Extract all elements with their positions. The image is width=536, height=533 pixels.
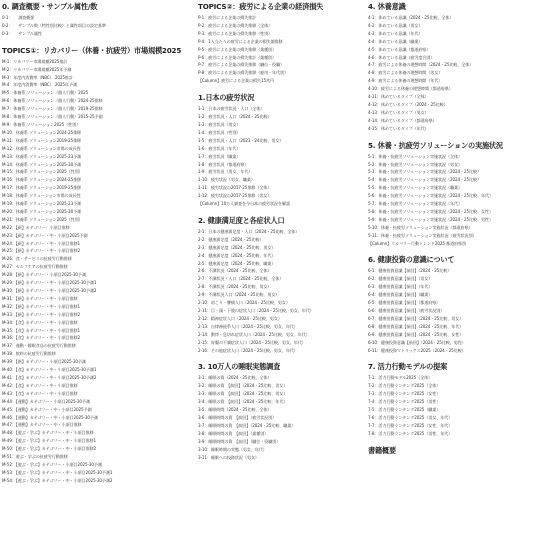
toc-item: 5-5：休養・抗疲労ソリューション実施状況（職業） [368, 185, 462, 191]
toc-item: M-50：【遊ぶ・学ぶ】カテゴリー・中・小項目推移2 [2, 446, 96, 452]
toc-item: 0-2： サンプル数（特性別比較）と属性項目の設定基準 [2, 22, 106, 28]
toc-item: 4-1：休めている意識（2024・25比較、全体） [368, 15, 454, 20]
toc-item: 7-3：活力行動ランキング2025（女性） [368, 391, 441, 397]
toc-item: P-7：疲労による企業の損失推移（職位・役職） [198, 62, 285, 68]
section-title: TOPICS①：リカバリー（休養・抗疲労）市場規模2025 [2, 45, 182, 55]
section-title: 3. 10万人の睡眠実態調査 [198, 362, 281, 372]
toc-section [2, 46, 195, 493]
toc-item: 4-12：休めているタイプ（2024・25比較） [368, 101, 448, 107]
toc-item: M-17：休養系 ソリューション2019-25推移 [2, 185, 82, 191]
toc-item: 5-2：休養・抗疲労ソリューション実施状況（男女） [368, 161, 462, 167]
toc-item: 4-3：休めている意識（年代） [368, 30, 423, 36]
section-title: 1.日本の疲労状況 [198, 93, 255, 103]
toc-item: 3-7：睡眠時間の質 【前回】（2024・25比較、職業） [198, 422, 296, 428]
toc-item: 【Column】疲労による企業の損失15兆円 [198, 78, 274, 84]
toc-item: 4-7：疲労による休養の理想時間（2024・25比較、全体） [368, 62, 474, 68]
toc-item: 1-3：疲労状況（男女） [198, 121, 241, 127]
toc-item: 【Column】リカバリー行動トレンド2025 都道府県別 [368, 240, 467, 246]
toc-item: 4-14：休めているタイプ（都道府県） [368, 117, 437, 123]
toc-item: 1-10：疲労状況（男女、職業） [198, 177, 255, 183]
toc-item: 4-9：疲労による休養の理想時間（年代） [368, 78, 443, 84]
toc-item: M-54：【遊ぶ・学ぶ】カテゴリー・中・小項目2025-30予測2 [2, 477, 113, 483]
toc-item: M-29：【新】カテゴリー・中・小項目2025-30予測1 [2, 280, 97, 286]
toc-item: M-2：リカバリー市場規模2025年予測 [2, 66, 72, 72]
toc-item: P-3：疲労による企業の損失推移（性別） [198, 30, 273, 36]
toc-item: M-18：休養系 ソリューション市場の成長性 [2, 193, 81, 199]
toc-item: M-46：【運動】カテゴリー・中・小項目2025-30予測 [2, 414, 98, 420]
toc-item: 4-15：休めているタイプ（年代） [368, 125, 429, 131]
toc-item: 2-16：その他症状人口（2024・25比較、男女、年代） [198, 347, 298, 353]
toc-item: 7-4：活力行動ランキング2025（男性） [368, 399, 441, 405]
toc-item: 3-11：睡眠への投資状況（男女） [198, 454, 259, 460]
toc-item: M-31：【新】カテゴリー・中・小項目推移 [2, 295, 78, 301]
toc-item: M-28：【新】カテゴリー・小項目2025-30予測 [2, 272, 86, 278]
toc-item: 6-7：健康投資意識【前回】（2024・25比較、男女） [368, 315, 464, 321]
toc-item: P-5：疲労による企業の損失推移（業種別） [198, 46, 277, 52]
toc-item: 3-2：睡眠の質 【前回】（2024・25比較、男女） [198, 383, 288, 389]
toc-item: M-5：休養系 ソリューション（個人行動）2025 [2, 90, 89, 96]
toc-section [198, 2, 366, 93]
toc-item: M-12：休養系 ソリューション市場の成長性 [2, 145, 81, 151]
toc-item: P-1：疲労による企業の損失推計 [198, 15, 257, 20]
toc-item: 4-11：休めているタイプ（全体） [368, 94, 429, 100]
toc-item: 5-4：休養・抗疲労ソリューション実施状況（2024・25比較） [368, 177, 481, 183]
toc-item: 4-5：休めている意識（都道府県） [368, 46, 431, 52]
toc-item: 2-8：不調状況（2024・25比較、男女） [198, 284, 272, 290]
toc-item: 2-4：健康満足度（2024・25比較、年代） [198, 252, 276, 258]
toc-section [368, 141, 534, 256]
toc-item: M-33：【新】カテゴリー・中・小項目推移2 [2, 311, 81, 317]
toc-item: 7-7：活力行動ランキング2025（女性、年代） [368, 422, 453, 428]
toc-item: M-15：休養系 ソリューション2025（性別） [2, 169, 83, 175]
toc-item: P-8：疲労による企業の損失推移（雇用・年代別） [198, 70, 289, 76]
toc-section [198, 93, 366, 216]
toc-item: M-39：【新】カテゴリー・小項目2025-30予測 [2, 359, 86, 365]
toc-item: 2-13：自律神経系人口（2024・25比較、男女、年代） [198, 323, 298, 329]
toc-section [368, 362, 534, 445]
toc-item: M-51：遊ぶ・学ぶの抗疲労行動推移 [2, 454, 68, 460]
toc-item: M-11：休養系 ソリューション2019-25推移 [2, 137, 82, 143]
toc-item: 3-6：睡眠時間の質 【前回】（疲労状況別） [198, 414, 277, 420]
toc-column-right [368, 2, 534, 466]
toc-column-middle [198, 2, 366, 469]
toc-item: 1-5：疲労状況・人口（2023・24比較、男女） [198, 137, 284, 143]
toc-section [368, 255, 534, 362]
toc-item: 4-8：疲労による休養の理想時間（男女） [368, 70, 443, 76]
toc-item: 5-7：休養・抗疲労ソリューション実施状況（年代） [368, 201, 462, 207]
toc-item: M-27：セルフケアの抗疲労行動推移 [2, 264, 68, 270]
toc-item: 4-2：休めている意識（男女） [368, 22, 423, 28]
toc-item: M-6：休養系 ソリューション（個人行動）2024-25推移 [2, 98, 103, 104]
toc-item: 1-2：疲労状況・人口（2024・25比較） [198, 114, 272, 120]
toc-item: M-41：【食】カテゴリー・中・小項目2025-30予測2 [2, 374, 97, 380]
toc-item: 7-2：活力行動ランキング2025（全体） [368, 383, 441, 389]
toc-item: M-26：食・サービスの抗疲労行動推移 [2, 256, 72, 262]
toc-item: P-2：疲労による企業の損失推移（全体） [198, 22, 273, 28]
toc-section [198, 216, 366, 363]
toc-item: M-24：【新】カテゴリー・中・小項目推移1 [2, 240, 81, 246]
toc-item: 1-7：疲労状況（職業） [198, 153, 241, 159]
toc-item: 5-6：休養・抗疲労ソリューション実施状況（2024・25比較、年代） [368, 193, 493, 199]
section-title: 6. 健康投資の意識について [368, 255, 455, 265]
toc-item: 6-2：健康投資意識【前回】（男女） [368, 276, 433, 282]
toc-item: M-14：休養系 ソリューション2025-30予測 [2, 161, 82, 167]
toc-item: 3-4：睡眠の質 【前回】（2024・25比較、年代） [198, 399, 288, 405]
toc-section [2, 2, 195, 46]
toc-item: 4-10：疲労による休養の理想時間（都道府県） [368, 86, 453, 92]
toc-item: 2-15：胃腸の不調症状人口（2024・25比較、男女、年代） [198, 339, 306, 345]
toc-item: 5-1：休養・抗疲労ソリューション実施状況（全体） [368, 153, 462, 159]
toc-item: M-32：【新】カテゴリー・中・小項目推移1 [2, 303, 81, 309]
toc-item: 1-8：疲労状況（都道府県） [198, 161, 249, 167]
toc-item: 6-8：健康投資意識【前回】（2024・25比較、年代） [368, 323, 464, 329]
toc-item: M-19：休養系 ソリューション2025-23予測 [2, 201, 82, 207]
toc-item: M-8：休養系 ソリューション（個人行動）2015-25予測 [2, 114, 103, 120]
toc-item: M-47：【運動】カテゴリー・中・小項目推移 [2, 422, 82, 428]
toc-item: 6-3：健康投資意識【前回】（年代） [368, 284, 433, 290]
section-title: 7. 活力行動モデルの提案 [368, 362, 448, 372]
toc-item: 1-1：日本の疲労状況・人口（全体） [198, 106, 265, 112]
toc-item: 1-11：疲労状況の2017-25推移（全体） [198, 185, 272, 191]
toc-item: M-49：【遊ぶ・学ぶ】カテゴリー・中・小項目推移1 [2, 438, 96, 444]
toc-item: 2-1：日本の健康満足度・人口（2024・25比較、全体） [198, 228, 300, 234]
toc-item: 0-1： 調査概要 [2, 15, 35, 20]
toc-item: 4-6：休めている意識（疲労度合別） [368, 54, 435, 60]
toc-item: 2-2：健康満足度（2024・25比較） [198, 236, 264, 242]
toc-item: 3-9：睡眠時間の質 【前回】（職位・役職別） [198, 438, 281, 444]
toc-item: M-52：【遊ぶ・学ぶ】カテゴリー・小項目2025-30予測 [2, 461, 102, 467]
toc-item: 6-1：健康投資意識【前回】（2024・25比較） [368, 268, 452, 274]
section-title: 5. 休養・抗疲労ソリューションの実施状況 [368, 140, 503, 150]
toc-item: 2-9：不調状況人口（2024・25比較、男女） [198, 292, 280, 298]
section-title: 書籍概要 [368, 445, 396, 455]
section-title: 0. 調査概要・サンプル属性/数 [2, 2, 98, 11]
toc-item: 4-4：休めている意識（職業） [368, 38, 423, 44]
toc-item: M-1：リカバリー市場規模2025推計 [2, 58, 68, 64]
toc-item: 6-11：健康投資マトリックス2025（2024・25比較） [368, 347, 466, 353]
toc-item: M-38：飲料の抗疲労行動推移 [2, 351, 56, 357]
toc-item: M-22：【新】カテゴリー：小項目推移 [2, 224, 70, 230]
toc-item: M-45：【運動】カテゴリー・中・小項目2025予測 [2, 406, 92, 412]
toc-item: 1-6：疲労状況（年代） [198, 145, 241, 151]
toc-item: M-20：休養系 ソリューション2025-30予測 [2, 208, 82, 214]
toc-item: M-3：年度内消費率（NBC） 2025推計 [2, 74, 73, 80]
section-title: TOPICS②：疲労による企業の経済損失 [198, 2, 324, 11]
toc-item: M-40：【食】カテゴリー・中・小項目2025-30予測1 [2, 367, 97, 373]
toc-item: M-9：休養系 ソリューション2025（性別） [2, 121, 81, 127]
toc-item: 6-5：健康投資意識【前回】（都道府県） [368, 300, 441, 306]
toc-item: 5-10：休養・抗疲労ソリューション実施状況（都道府県） [368, 224, 473, 230]
toc-item: M-21：休養系 ソリューション2025（性別） [2, 216, 83, 222]
toc-item: 3-10：睡眠時間の実態（男女、年代） [198, 446, 267, 452]
toc-item: 3-1：睡眠の質（2024・25比較、全体） [198, 375, 272, 381]
toc-item: 1-12：疲労状況の2017-25推移（男女） [198, 193, 272, 199]
toc-item: M-7：休養系 ソリューション（個人行動）2019-25推移 [2, 106, 103, 112]
toc-item: 6-9：健康投資意識【前回】（2024・25比較、女性） [368, 331, 464, 337]
section-title: 4. 休養意識 [368, 2, 406, 11]
toc-item: M-35：【食】カテゴリー・中・小項目推移1 [2, 327, 81, 333]
toc-item: 5-9：休養・抗疲労ソリューション実施状況（2024・25比較、男性） [368, 216, 493, 222]
toc-item: 4-13：休めているタイプ（男女） [368, 109, 429, 115]
toc-item: P-6：疲労による企業の損失推計（業種別） [198, 54, 277, 60]
toc-item: M-36：【食】カテゴリー・中・小項目推移2 [2, 335, 81, 341]
toc-item: M-10：休養系 ソリューション2024-25推移 [2, 129, 82, 135]
toc-item: M-53：【遊ぶ・学ぶ】カテゴリー・中・小項目2025-30予測1 [2, 469, 113, 475]
toc-item: M-4：年度内消費率（NBC） 2025年予測 [2, 82, 77, 88]
toc-item: P-4：1人当たりの疲労による企業の損失額推移 [198, 38, 283, 44]
toc-item: M-30：【新】カテゴリー・中・小項目2025-30予測2 [2, 288, 97, 293]
toc-section [198, 362, 366, 469]
toc-item: 7-8：活力行動ランキング2025（男性、年代） [368, 430, 453, 436]
toc-item: M-16：休養系 ソリューション2024-25推移 [2, 177, 82, 183]
toc-item: 6-4：健康投資意識【前回】（職業） [368, 292, 433, 298]
toc-column-left [2, 2, 195, 493]
toc-item: 6-6：健康投資意識【前回】（疲労状況別） [368, 308, 445, 313]
toc-item: 2-6：不調状況（2024・25比較、全体） [198, 268, 272, 274]
toc-item: 2-7：不調状況・人口（2024・25比較、全体） [198, 276, 284, 282]
toc-item: M-25：【新】カテゴリー・中・小項目推移2 [2, 248, 81, 254]
toc-item: 2-3：健康満足度（2024・25比較、男女） [198, 244, 276, 250]
toc-item: 【Column】10万人調査を今日本の疲労状況を解説 [198, 201, 290, 207]
section-title: 2. 健康満足度と各症状人口 [198, 215, 285, 225]
toc-item: M-44：【運動】カテゴリー・小項目2025-30予測 [2, 398, 90, 404]
toc-item: 3-8：睡眠時間の質 【前回】（業種別） [198, 430, 269, 436]
toc-item: 3-5：睡眠時間（2024・25比較、全体） [198, 407, 272, 413]
toc-section [368, 446, 534, 466]
toc-item: M-48：【遊ぶ・学ぶ】カテゴリー・中・小項目推移 [2, 430, 94, 436]
toc-item: 2-14：動悸・息切れ症状人口（2024・25比較、男女、年代） [198, 331, 310, 337]
toc-item: M-43：【食】カテゴリー・中・小項目推移 [2, 390, 78, 396]
toc-item: 1-9：疲労状況（男女、年代） [198, 169, 253, 175]
toc-item: 7-6：活力行動ランキング2025（男女、年代） [368, 414, 453, 420]
toc-section [368, 2, 534, 141]
toc-item: 1-4：疲労状況（性別） [198, 129, 241, 135]
toc-item: 5-3：休養・抗疲労ソリューション実施状況（2024・25比較） [368, 169, 481, 175]
toc-item: 2-10：肩こり・腰痛人口（2024・25比較、男女） [198, 300, 290, 306]
toc-item: 7-5：活力行動ランキング2025（職業） [368, 407, 441, 413]
toc-item: 2-11：目・頭・下肢の症状人口（2024・25比較、男女、年代） [198, 308, 314, 313]
toc-item: M-37：運動・睡眠食品の抗疲労行動推移 [2, 343, 76, 349]
toc-item: 0-3： サンプル属性 [2, 30, 42, 36]
toc-item: 6-10：健康投資意識【前回】（2024・25比較、男性） [368, 339, 466, 345]
toc-item: 5-8：休養・抗疲労ソリューション実施状況（2024・25比較、女性） [368, 208, 493, 214]
toc-item: M-23：【新】カテゴリー・中・小項目2025予測 [2, 232, 88, 238]
toc-item: M-34：【食】カテゴリー・中・小項目推移 [2, 319, 78, 325]
toc-item: 2-5：健康満足度（2024・25比較、職業） [198, 260, 276, 266]
toc-item: 3-3：睡眠の質 【前回】（2024・25比較、男女） [198, 391, 288, 397]
toc-item: 5-11：休養・抗疲労ソリューション実施状況（疲労状況別） [368, 232, 477, 238]
toc-item: 7-1：活力行動モデル2025（全体） [368, 375, 433, 381]
toc-item: M-42：【食】カテゴリー・中・小項目推移 [2, 382, 78, 388]
toc-item: M-13：休養系 ソリューション2025-23予測 [2, 153, 82, 159]
toc-item: 2-12：精神症状人口（2024・25比較、男女） [198, 315, 282, 321]
